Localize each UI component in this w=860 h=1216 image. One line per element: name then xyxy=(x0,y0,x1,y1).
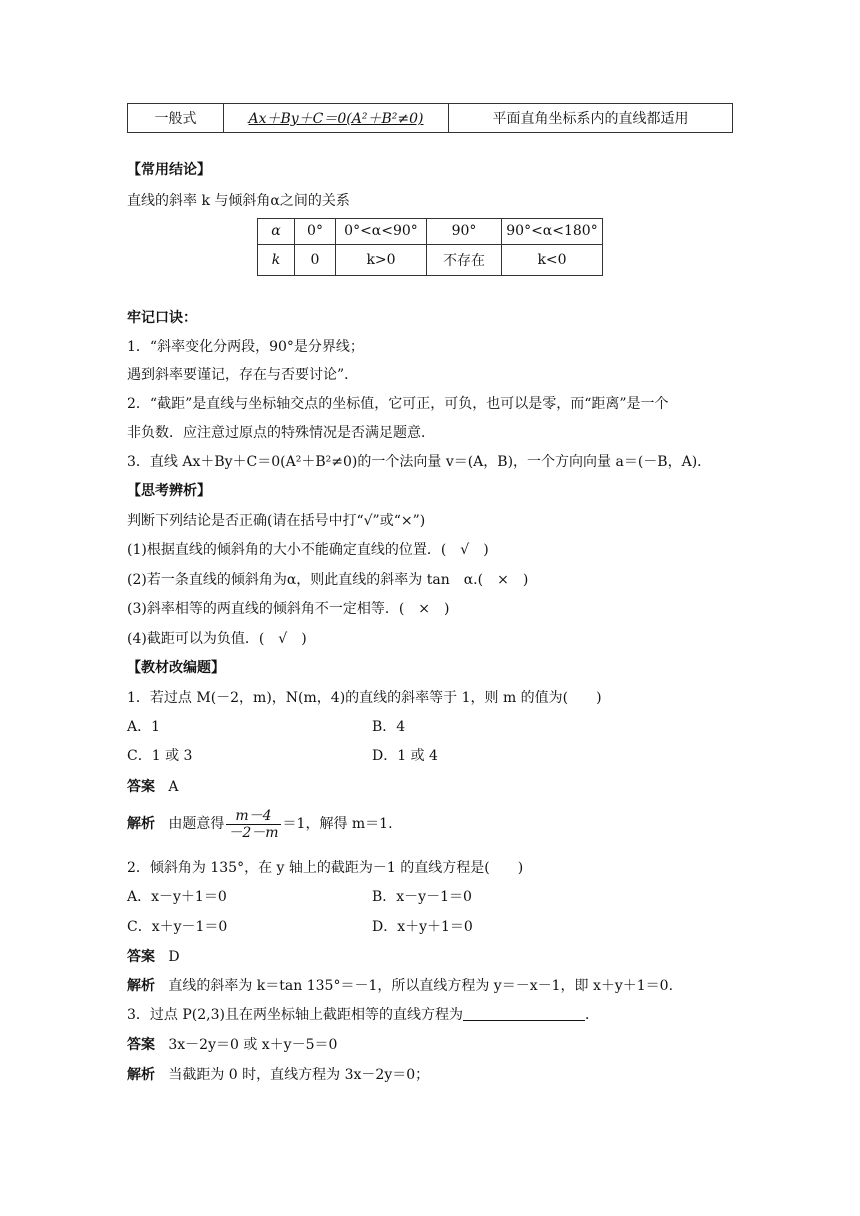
k-cell: 不存在 xyxy=(427,244,502,276)
question-stem-text: 3．过点 P(2,3)且在两坐标轴上截距相等的直线方程为 xyxy=(127,1007,463,1023)
table-row xyxy=(128,104,733,133)
fraction-denominator: －2－m xyxy=(228,824,279,841)
thinking-item: (3)斜率相等的两直线的倾斜角不一定相等．( × ) xyxy=(127,601,450,617)
option-d: D．1 或 4 xyxy=(372,748,438,764)
alpha-cell: 0°<α<90° xyxy=(336,219,427,245)
answer-label: 答案 xyxy=(127,1037,155,1053)
question-stem: 2．倾斜角为 135°，在 y 轴上的截距为－1 的直线方程是( ) xyxy=(127,860,524,876)
question-stem xyxy=(127,1005,599,1025)
k-cell: 0 xyxy=(295,244,336,276)
form-scope-cell: 平面直角坐标系内的直线都适用 xyxy=(449,104,733,133)
option-b: B．4 xyxy=(372,719,406,735)
k-header: k xyxy=(258,244,295,276)
slope-angle-table xyxy=(257,218,603,276)
analysis-label: 解析 xyxy=(127,978,155,994)
thinking-item: (2)若一条直线的倾斜角为α，则此直线的斜率为 tan α.( × ) xyxy=(127,572,529,588)
thinking-item: (1)根据直线的倾斜角的大小不能确定直线的位置．( √ ) xyxy=(127,542,489,558)
form-formula-cell: Ax＋By＋C＝0(A²＋B²≠0) xyxy=(224,104,449,133)
section-heading-thinking: 【思考辨析】 xyxy=(127,483,211,499)
mnemonics-heading: 牢记口诀： xyxy=(127,310,197,326)
answer-value: 3x－2y＝0 或 x＋y－5＝0 xyxy=(168,1037,338,1053)
fraction-numerator: m－4 xyxy=(226,808,280,825)
analysis-label: 解析 xyxy=(127,1067,155,1083)
thinking-item: (4)截距可以为负值．( √ ) xyxy=(127,631,307,647)
analysis-line xyxy=(127,976,673,996)
section-heading-common: 【常用结论】 xyxy=(127,162,211,178)
k-cell: k<0 xyxy=(502,244,603,276)
question-stem: 1．若过点 M(－2，m)，N(m，4)的直线的斜率等于 1，则 m 的值为( ) xyxy=(127,690,602,706)
general-form-table xyxy=(127,103,733,133)
analysis-text: ＝1，解得 m＝1. xyxy=(282,816,393,832)
analysis-line xyxy=(127,1065,429,1085)
mnemonic-line: 遇到斜率要谨记，存在与否要讨论”． xyxy=(127,367,359,383)
option-d: D．x＋y＋1＝0 xyxy=(372,919,473,935)
mnemonic-line: 3．直线 Ax＋By＋C＝0(A²＋B²≠0)的一个法向量 v＝(A，B)，一个方向向量 a＝(－B，A)． xyxy=(127,454,712,470)
k-cell: k>0 xyxy=(336,244,427,276)
alpha-cell: 90° xyxy=(427,219,502,245)
alpha-cell: 90°<α<180° xyxy=(502,219,603,245)
answer-line xyxy=(127,777,178,797)
common-intro: 直线的斜率 k 与倾斜角α之间的关系 xyxy=(127,193,350,209)
option-b: B．x－y－1＝0 xyxy=(372,889,472,905)
form-name-cell: 一般式 xyxy=(128,104,224,133)
option-a: A．1 xyxy=(127,719,161,735)
mnemonic-line: 2．“截距”是直线与坐标轴交点的坐标值，它可正，可负，也可以是零，而“距离”是一个 xyxy=(127,396,669,412)
mnemonic-line: 非负数．应注意过原点的特殊情况是否满足题意． xyxy=(127,425,435,441)
alpha-header: α xyxy=(258,219,295,245)
answer-blank xyxy=(463,1005,585,1021)
table-row xyxy=(258,219,603,245)
answer-line xyxy=(127,947,180,967)
analysis-text: 由题意得 xyxy=(168,816,225,832)
answer-label: 答案 xyxy=(127,779,155,795)
answer-label: 答案 xyxy=(127,949,155,965)
option-c: C．1 或 3 xyxy=(127,748,193,764)
mnemonic-line: 1．“斜率变化分两段，90°是分界线； xyxy=(127,339,364,355)
analysis-text: 当截距为 0 时，直线方程为 3x－2y＝0； xyxy=(168,1067,430,1083)
analysis-line xyxy=(127,806,393,842)
analysis-text: 直线的斜率为 k＝tan 135°＝－1，所以直线方程为 y＝－x－1，即 x＋y＋1＝0. xyxy=(168,978,674,994)
alpha-cell: 0° xyxy=(295,219,336,245)
answer-line xyxy=(127,1035,337,1055)
section-heading-textbook: 【教材改编题】 xyxy=(127,660,225,676)
option-a: A．x－y＋1＝0 xyxy=(127,889,227,905)
fraction xyxy=(226,808,280,841)
thinking-intro: 判断下列结论是否正确(请在括号中打“√”或“×”) xyxy=(127,513,426,529)
answer-value: D xyxy=(168,949,180,965)
answer-value: A xyxy=(168,779,179,795)
question-stem-end: ． xyxy=(584,1007,599,1023)
analysis-label: 解析 xyxy=(127,816,155,832)
table-row xyxy=(258,244,603,276)
option-c: C．x＋y－1＝0 xyxy=(127,919,228,935)
